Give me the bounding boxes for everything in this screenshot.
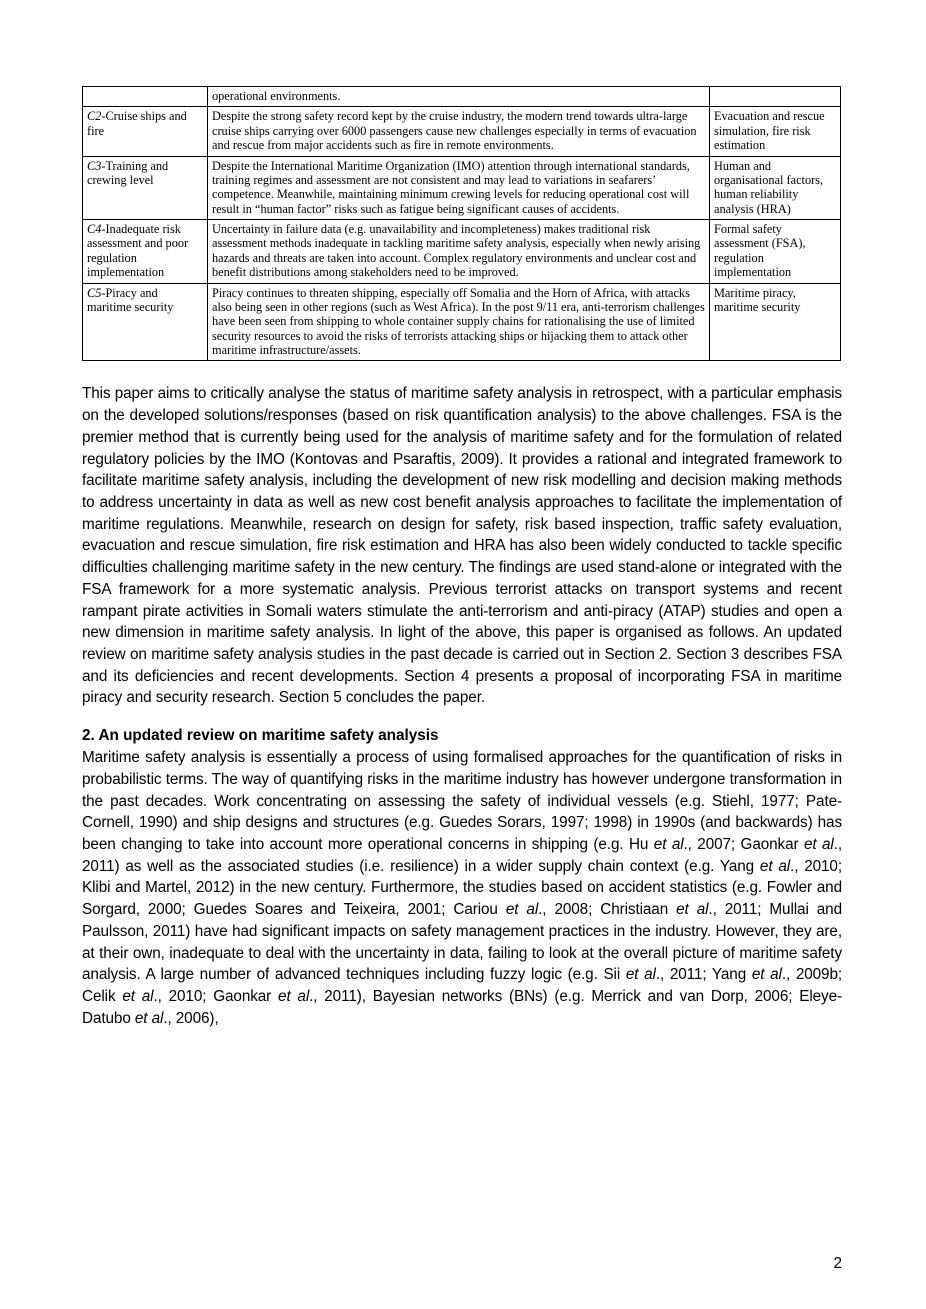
intro-paragraph: This paper aims to critically analyse the status of maritime safety analysis in retrospect, with a particular emphasis on the developed solutions/responses (based on risk quantification analysis) to the above challenges. FSA is the premier method that is currently being used for the analysis of maritime safety and for the formulation of related regulatory policies by the IMO (Kontovas and Psaraftis, 2009). It provides a rational and integrated framework to facilitate maritime safety analysis, including the development of new risk modelling and decision making methods to address uncertainty in data as well as new cost benefit analysis approaches to facilitate the implementation of maritime regulations. Meanwhile, research on design for safety, risk based inspection, traffic safety evaluation, evacuation and rescue simulation, fire risk estimation and HRA has also been widely conducted to tackle specific difficulties challenging maritime safety in the new century. The findings are used stand-alone or integrated with the FSA framework for a more systematic analysis. Previous terrorist attacks on transport systems and recent rampant pirate activities in Somali waters stimulate the anti-terrorism and anti-piracy (ATAP) studies and open a new dimension in maritime safety analysis. In light of the above, this paper is organised as follows. An updated review on maritime safety analysis studies in the past decade is carried out in Section 2. Section 3 describes FSA and its deficiencies and recent developments. Section 4 presents a proposal of incorporating FSA in maritime piracy and security research. Section 5 concludes the paper.	[82, 385, 842, 707]
latin-abbrev: et al	[625, 966, 656, 984]
latin-abbrev: et al	[759, 857, 791, 875]
challenge-cell	[83, 283, 208, 361]
table-row	[83, 87, 841, 107]
description-cell: operational environments.	[208, 87, 710, 107]
solutions-cell	[710, 87, 841, 107]
maritime-challenges-table	[82, 86, 841, 361]
challenge-code: C4	[87, 222, 102, 236]
solutions-cell: Maritime piracy, maritime security	[710, 283, 841, 361]
challenge-code: C5	[87, 285, 102, 300]
description-cell: Despite the strong safety record kept by the cruise industry, the modern trend towards ultra-large cruise ships carrying over 6000 passengers cause new challenges especially in terms of evacuation and rescue from major accidents such as fire in remote environments.	[208, 107, 710, 156]
challenge-label: -Piracy and maritime security	[87, 285, 174, 314]
challenge-cell	[83, 156, 208, 220]
section-text-2: ., 2007; Gaonkar	[683, 836, 804, 854]
challenge-cell	[83, 107, 208, 156]
section-text-3: ., 2011) as well as the associated studies (i.e. resilience) in a wider supply chain context (e.g. Yang	[82, 836, 843, 875]
section-text-4: ., 2010; Klibi and Martel, 2012) in the new century. Furthermore, the studies based on accident statistics (e.g. Fowler and Sorgard, 2000; Guedes Soares and Teixeira, 2001; Cariou	[82, 857, 842, 919]
challenge-cell	[83, 87, 208, 107]
latin-abbrev: et al	[122, 988, 154, 1006]
description-cell: Piracy continues to threaten shipping, especially off Somalia and the Horn of Africa, with attacks also being seen in other regions (such as West Africa). In the post 9/11 era, anti-terrorism challenges have been seen from shipping to whole container supply chains for rationalising the use of limited security resources to avoid the risks of terrorists attacking ships or hijacking them to attack other maritime infrastructure/assets.	[208, 283, 710, 361]
latin-abbrev: et al	[803, 836, 834, 854]
challenge-cell	[83, 220, 208, 284]
solutions-cell: Human and organisational factors, human reliability analysis (HRA)	[710, 156, 841, 220]
table-row	[83, 107, 841, 156]
latin-abbrev: et al	[751, 966, 782, 984]
latin-abbrev: et al	[278, 988, 310, 1006]
challenge-label: -Cruise ships and fire	[87, 109, 187, 138]
table-row	[83, 283, 841, 361]
section-text-6: ., 2011; Mullai and Paulsson, 2011) have had significant impacts on safety management practices in the industry. However, they are, at their own, inadequate to deal with the uncertainty in data, failing to look at the overall picture of maritime safety analysis. A large number of advanced techniques including fuzzy logic (e.g. Sii	[82, 901, 842, 984]
solutions-cell: Formal safety assessment (FSA), regulation implementation	[710, 220, 841, 284]
latin-abbrev: et al	[676, 901, 709, 919]
solutions-cell: Evacuation and rescue simulation, fire risk estimation	[710, 107, 841, 156]
page-number: 2	[833, 1255, 842, 1272]
section-text-5: ., 2008; Christiaan	[538, 901, 677, 919]
section-text-10: ., 2011), Bayesian networks (BNs) (e.g. Merrick and van Dorp, 2006; Eleye-Datubo	[82, 988, 842, 1027]
section-text-11: ., 2006),	[163, 1009, 219, 1027]
challenge-code: C3	[87, 158, 102, 173]
latin-abbrev: et al	[653, 836, 684, 854]
latin-abbrev: et al	[134, 1009, 164, 1027]
table-row	[83, 156, 841, 220]
challenge-label: -Inadequate risk assessment and poor regulation implementation	[87, 222, 189, 280]
challenge-label: -Training and crewing level	[87, 158, 169, 187]
description-cell: Uncertainty in failure data (e.g. unavailability and incompleteness) makes traditional risk assessment methods inadequate in tackling maritime safety analysis, especially when newly arising hazards and threats are taken into account. Complex regulatory environments and unclear cost and benefit distributions among stakeholders need to be improved.	[208, 220, 710, 284]
section-paragraph	[82, 747, 842, 1029]
section-text-1: Maritime safety analysis is essentially a process of using formalised approaches for the quantification of risks in probabilistic terms. The way of quantifying risks in the maritime industry has however undergone transformation in the past decades. Work concentrating on assessing the safety of individual vessels (e.g. Stiehl, 1977; Pate-Cornell, 1990) and ship designs and structures (e.g. Guedes Sorars, 1997; 1998) in 1990s (and backwards) has been changing to take into account more operational concerns in shipping (e.g. Hu	[82, 749, 842, 854]
latin-abbrev: et al	[505, 901, 539, 919]
section-text-9: ., 2010; Gaonkar	[153, 988, 279, 1006]
challenge-code: C2	[87, 109, 102, 124]
table-row	[83, 220, 841, 284]
section-heading: 2. An updated review on maritime safety analysis	[82, 727, 439, 745]
section-text-7: ., 2011; Yang	[655, 966, 752, 984]
description-cell: Despite the International Maritime Organization (IMO) attention through international standards, training regimes and assessment are not consistent and may lead to variations in seafarers’ competence. Meanwhile, maintaining minimum crewing levels for reducing operational cost will result in “human factor” risks such as fatigue being significant causes of accidents.	[208, 156, 710, 220]
section-text-8: ., 2009b; Celik	[82, 966, 843, 1006]
